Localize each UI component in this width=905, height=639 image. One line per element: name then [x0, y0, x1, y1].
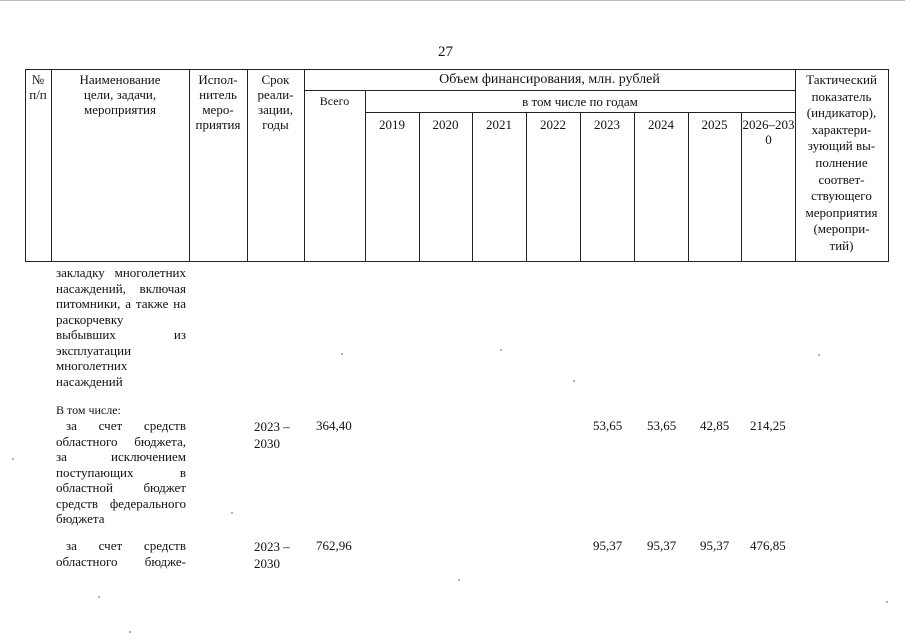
row-2024: 53,65	[647, 418, 677, 433]
header-term-line: зации,	[257, 102, 294, 117]
header-executor	[189, 72, 247, 132]
header-term-line: годы	[262, 117, 289, 132]
row-2025: 42,85	[700, 418, 730, 433]
header-indicator-line: ствующего	[811, 188, 872, 204]
row-total: 364,40	[316, 418, 352, 433]
page-top-border	[0, 0, 905, 1]
header-no-line: п/п	[29, 87, 47, 102]
header-executor-line: приятия	[195, 117, 241, 132]
page-number: 27	[438, 44, 453, 60]
scan-speck	[500, 349, 502, 351]
col-line	[888, 69, 889, 262]
header-name-line: мероприятия	[83, 102, 156, 117]
col-line	[472, 112, 473, 262]
row-2023: 95,37	[593, 538, 623, 553]
col-line	[688, 112, 689, 262]
header-no-line: №	[31, 72, 45, 87]
col-line	[365, 90, 366, 262]
header-indicator-line: Тактический	[806, 72, 877, 87]
header-indicator-line: полнение	[815, 154, 868, 170]
header-indicator-line: характери-	[811, 121, 872, 137]
header-indicator-line: мероприятия	[805, 204, 878, 220]
col-line	[634, 112, 635, 262]
header-by-years: в том числе по годам	[522, 94, 638, 109]
header-indicator-line: (меропри-	[813, 221, 870, 237]
header-year: 2026–2030	[742, 117, 795, 147]
scan-speck	[341, 353, 343, 355]
scan-speck	[458, 579, 460, 581]
header-indicator-line: зующий вы-	[807, 138, 876, 154]
header-term-line: реали-	[257, 87, 294, 102]
header-indicator-line: (индикатор),	[806, 105, 877, 121]
header-year: 2023	[594, 117, 620, 132]
col-line	[526, 112, 527, 262]
row-2023: 53,65	[593, 418, 623, 433]
header-year: 2025	[701, 117, 728, 132]
row-name: за счет средств областного бюджета, за исключением поступающих в областной бюджет средств федерального бюджета	[56, 418, 186, 526]
col-line	[419, 112, 420, 262]
scan-speck	[231, 512, 233, 514]
scan-speck	[98, 596, 100, 598]
intro-text: закладку многолетних насаждений, включая питомники, а также на раскорчевку выбывших из эксплуатации многолетних насаждений	[56, 265, 186, 389]
row-2024: 95,37	[647, 538, 677, 553]
header-indicator	[795, 72, 888, 255]
header-year: 2024	[648, 117, 674, 132]
header-financing-title: Объем финансирования, млн. рублей	[439, 72, 660, 87]
header-bottom-line	[25, 261, 889, 262]
row-total: 762,96	[316, 538, 352, 553]
header-indicator-line: показатель	[811, 88, 872, 104]
scan-speck	[129, 631, 131, 633]
scan-speck	[886, 601, 888, 603]
scan-speck	[12, 458, 14, 460]
header-year: 2019	[379, 117, 405, 132]
financing-title-line	[304, 90, 795, 91]
row-2026-2030: 214,25	[750, 418, 786, 433]
row-2026-2030: 476,85	[750, 538, 786, 553]
header-total: Всего	[319, 94, 350, 108]
header-executor-line: нитель	[199, 87, 237, 102]
including-label: В том числе:	[56, 403, 121, 417]
row-2025: 95,37	[700, 538, 730, 553]
header-term	[247, 72, 304, 132]
header-year: 2021	[486, 117, 512, 132]
scan-speck	[573, 380, 575, 382]
header-name	[51, 72, 189, 117]
header-executor-line: Испол-	[198, 72, 238, 87]
header-term-line: Срок	[261, 72, 290, 87]
scan-speck	[818, 354, 820, 356]
col-line	[580, 112, 581, 262]
header-indicator-line: соответ-	[818, 171, 865, 187]
header-year: 2022	[540, 117, 566, 132]
row-name: за счет средств областного бюдже-	[56, 538, 186, 569]
header-year: 2020	[432, 117, 459, 132]
header-indicator-line: тий)	[829, 237, 854, 253]
header-no	[25, 72, 51, 102]
row-term: 2023 – 2030	[254, 419, 290, 451]
header-name-line: Наименование	[79, 72, 161, 87]
header-name-line: цели, задачи,	[83, 87, 157, 102]
header-top-line	[25, 69, 889, 70]
row-term: 2023 – 2030	[254, 539, 290, 571]
header-executor-line: меро-	[202, 102, 234, 117]
